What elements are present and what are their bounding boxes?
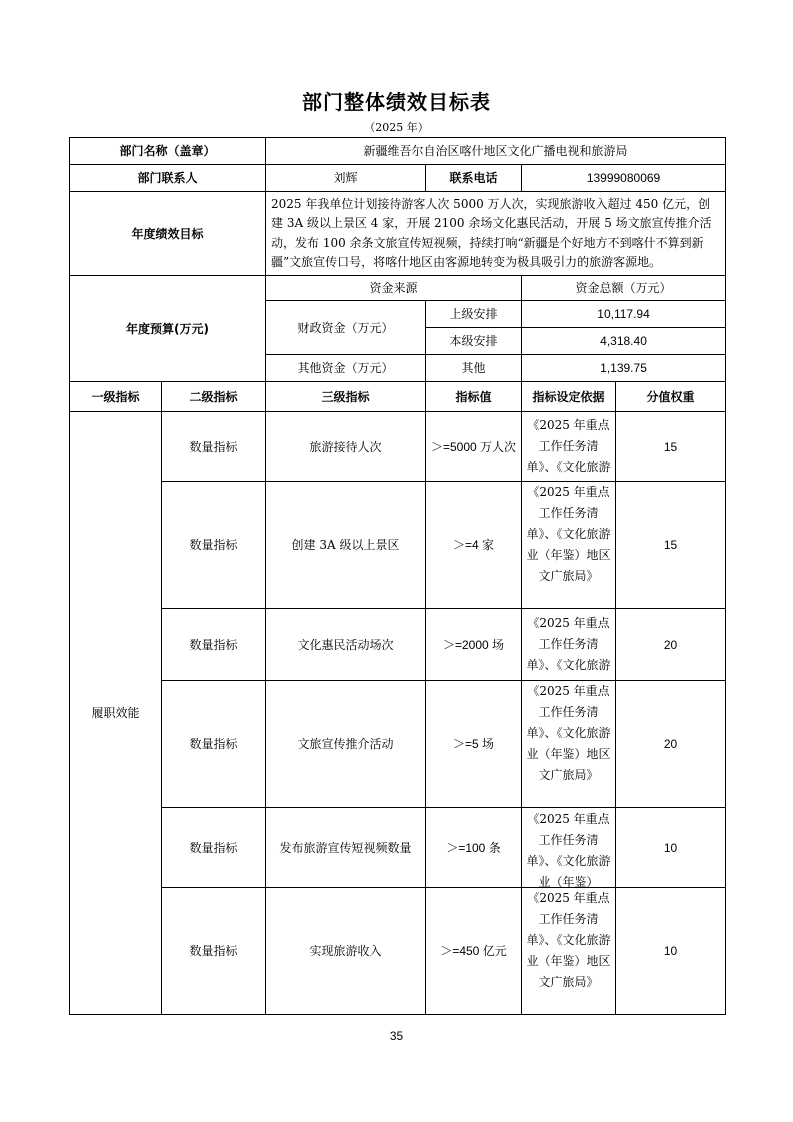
indicator-basis xyxy=(522,412,616,482)
local-allocation-value: 4,318.40 xyxy=(522,328,726,355)
level2-indicator: 数量指标 xyxy=(162,681,266,808)
level3-indicator: 文化惠民活动场次 xyxy=(266,609,426,681)
level2-indicator: 数量指标 xyxy=(162,808,266,888)
indicator-basis-text: 《2025 年重点工作任务清单》、《文化旅游业（年鉴）地区文广旅局》 xyxy=(526,891,611,989)
page-number: 35 xyxy=(389,1029,404,1043)
indicator-weight: 20 xyxy=(616,681,726,808)
year-label: （2025 年） xyxy=(364,121,429,134)
dept-name-label: 部门名称（盖章） xyxy=(70,138,266,165)
indicator-value: ＞=450 亿元 xyxy=(426,888,522,1015)
other-fund-sub-label: 其他 xyxy=(426,355,522,382)
header-level2: 二级指标 xyxy=(162,382,266,412)
other-fund-label: 其他资金（万元） xyxy=(266,355,426,382)
indicator-weight: 10 xyxy=(616,888,726,1015)
indicator-basis-text: 《2025 年重点工作任务清单》、《文化旅游 xyxy=(526,616,611,672)
level3-indicator: 文旅宣传推介活动 xyxy=(266,681,426,808)
indicator-basis xyxy=(522,482,616,609)
indicator-value: ＞=100 条 xyxy=(426,808,522,888)
budget-label: 年度预算(万元) xyxy=(70,276,266,382)
header-level1: 一级指标 xyxy=(70,382,162,412)
upper-allocation-label: 上级安排 xyxy=(426,301,522,328)
indicator-basis-text: 《2025 年重点工作任务清单》、《文化旅游业（年鉴） xyxy=(526,811,611,887)
goal-label: 年度绩效目标 xyxy=(70,192,266,276)
level3-indicator: 实现旅游收入 xyxy=(266,888,426,1015)
indicator-basis-text: 《2025 年重点工作任务清单》、《文化旅游 xyxy=(526,418,611,474)
fund-source-header: 资金来源 xyxy=(266,276,522,301)
indicator-weight: 20 xyxy=(616,609,726,681)
level2-indicator: 数量指标 xyxy=(162,888,266,1015)
indicator-basis xyxy=(522,888,616,1015)
level3-indicator: 创建 3A 级以上景区 xyxy=(266,482,426,609)
header-weight: 分值权重 xyxy=(616,382,726,412)
fund-total-header: 资金总额（万元） xyxy=(522,276,726,301)
indicator-basis-text: 《2025 年重点工作任务清单》、《文化旅游业（年鉴）地区文广旅局》 xyxy=(526,485,611,583)
indicator-weight: 10 xyxy=(616,808,726,888)
fiscal-fund-label: 财政资金（万元） xyxy=(266,301,426,355)
phone-label: 联系电话 xyxy=(426,165,522,192)
indicator-basis xyxy=(522,681,616,808)
level3-indicator: 发布旅游宣传短视频数量 xyxy=(266,808,426,888)
header-basis: 指标设定依据 xyxy=(522,382,616,412)
dept-name-value: 新疆维吾尔自治区喀什地区文化广播电视和旅游局 xyxy=(266,138,726,165)
performance-table xyxy=(69,137,726,1015)
indicator-value: ＞=4 家 xyxy=(426,482,522,609)
phone-value: 13999080069 xyxy=(522,165,726,192)
indicator-value: ＞=2000 场 xyxy=(426,609,522,681)
indicator-basis-text: 《2025 年重点工作任务清单》、《文化旅游业（年鉴）地区文广旅局》 xyxy=(526,684,611,782)
level2-indicator: 数量指标 xyxy=(162,609,266,681)
header-value: 指标值 xyxy=(426,382,522,412)
indicator-basis xyxy=(522,609,616,681)
local-allocation-label: 本级安排 xyxy=(426,328,522,355)
level2-indicator: 数量指标 xyxy=(162,482,266,609)
upper-allocation-value: 10,117.94 xyxy=(522,301,726,328)
level2-indicator: 数量指标 xyxy=(162,412,266,482)
indicator-weight: 15 xyxy=(616,412,726,482)
dept-contact-value: 刘辉 xyxy=(266,165,426,192)
goal-text: 2025 年我单位计划接待游客人次 5000 万人次，实现旅游收入超过 450 亿元，创建 3A 级以上景区 4 家，开展 2100 余场文化惠民活动，开展 5 场文旅宣传推介活动，发布 100 余条文旅宣传短视频，持续打响“新疆是个好地方不到喀什不算到新疆”文旅宣传口号，将喀什地区由客源地转变为极具吸引力的旅游客源地。 xyxy=(266,192,726,276)
header-level3: 三级指标 xyxy=(266,382,426,412)
level3-indicator: 旅游接待人次 xyxy=(266,412,426,482)
dept-contact-label: 部门联系人 xyxy=(70,165,266,192)
other-fund-value: 1,139.75 xyxy=(522,355,726,382)
indicator-value: ＞=5 场 xyxy=(426,681,522,808)
indicator-value: ＞=5000 万人次 xyxy=(426,412,522,482)
indicator-basis xyxy=(522,808,616,888)
indicator-weight: 15 xyxy=(616,482,726,609)
level1-indicator: 履职效能 xyxy=(70,412,162,1015)
page-title: 部门整体绩效目标表 xyxy=(302,90,491,114)
